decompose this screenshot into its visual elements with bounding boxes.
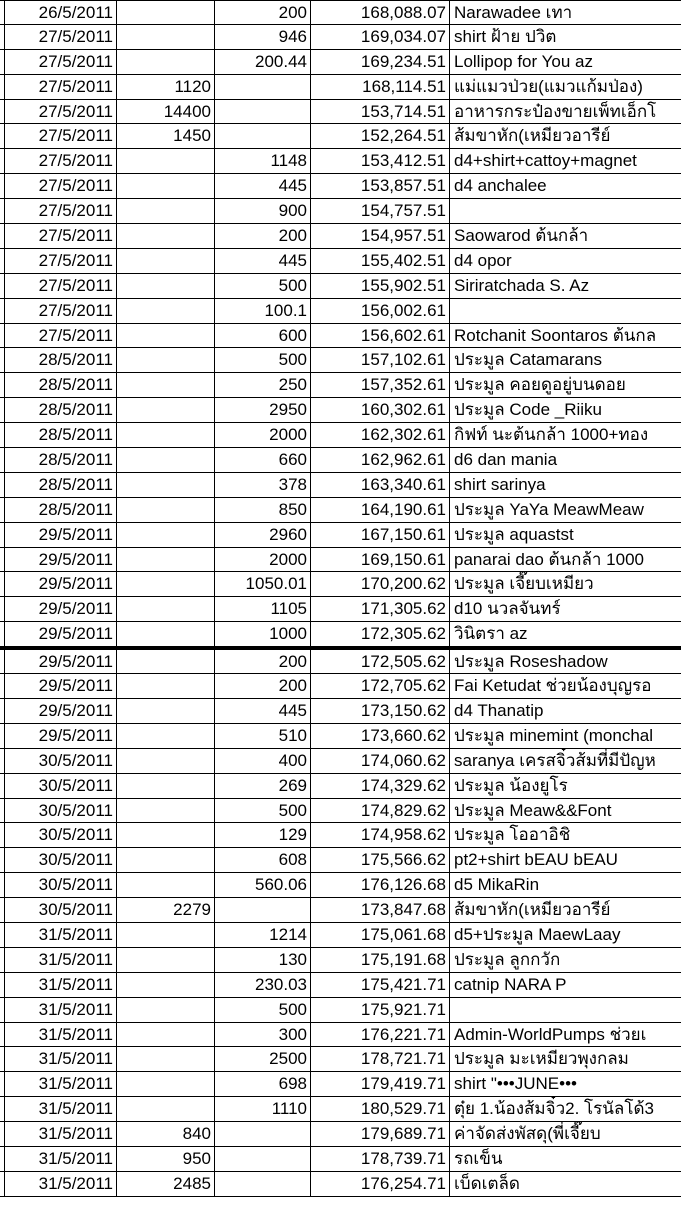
balance-cell[interactable]: 172,705.62 (311, 674, 450, 698)
note-cell[interactable]: shirt sarinya (454, 474, 546, 494)
note-cell[interactable] (450, 299, 681, 323)
income-cell[interactable]: 2000 (215, 423, 311, 447)
expense-cell[interactable] (117, 498, 215, 522)
date-cell[interactable]: 27/5/2011 (5, 124, 117, 148)
ledger-row (0, 572, 681, 597)
note-cell[interactable]: pt2+shirt bEAU bEAU (454, 850, 618, 870)
note-cell[interactable]: d6 dan mania (454, 450, 558, 470)
note-cell[interactable]: Lollipop for You az (454, 51, 593, 71)
ledger-row (0, 724, 681, 749)
income-cell[interactable]: 2000 (215, 548, 311, 572)
income-cell[interactable]: 300 (215, 1023, 311, 1047)
ledger-row (0, 199, 681, 224)
date-cell[interactable]: 31/5/2011 (5, 998, 117, 1022)
ledger-row (0, 674, 681, 699)
note-cell[interactable]: Narawadee เทา (454, 3, 573, 22)
income-cell[interactable]: 1050.01 (215, 572, 311, 596)
balance-cell[interactable]: 175,191.68 (311, 948, 450, 972)
balance-cell[interactable]: 163,340.61 (311, 473, 450, 497)
income-cell[interactable]: 500 (215, 274, 311, 298)
date-cell[interactable]: 28/5/2011 (5, 423, 117, 447)
ledger-row (0, 149, 681, 174)
income-cell[interactable]: 850 (215, 498, 311, 522)
ledger-row (0, 848, 681, 873)
balance-cell[interactable]: 178,739.71 (311, 1147, 450, 1171)
ledger-row (0, 249, 681, 274)
ledger-row (0, 548, 681, 573)
note-cell[interactable]: panarai dao ต้นกล้า 1000 (454, 549, 644, 569)
balance-cell[interactable]: 155,902.51 (311, 274, 450, 298)
expense-cell[interactable] (117, 1, 215, 24)
balance-cell[interactable]: 176,126.68 (311, 873, 450, 897)
expense-cell[interactable] (117, 348, 215, 372)
date-cell[interactable]: 30/5/2011 (5, 749, 117, 773)
income-cell[interactable]: 1214 (215, 923, 311, 947)
expense-cell[interactable] (117, 199, 215, 223)
balance-cell[interactable]: 180,529.71 (311, 1097, 450, 1121)
ledger-row (0, 948, 681, 973)
expense-cell[interactable] (117, 699, 215, 723)
date-cell[interactable]: 27/5/2011 (5, 75, 117, 99)
balance-cell[interactable]: 170,200.62 (311, 572, 450, 596)
date-cell[interactable]: 31/5/2011 (5, 1097, 117, 1121)
expense-cell[interactable] (117, 324, 215, 348)
expense-cell[interactable] (117, 873, 215, 897)
date-cell[interactable]: 30/5/2011 (5, 774, 117, 798)
note-cell[interactable]: ส้มขาหัก(เหมียวอารีย์ (454, 126, 611, 146)
ledger-row (0, 749, 681, 774)
date-cell[interactable]: 29/5/2011 (5, 597, 117, 621)
income-cell[interactable]: 250 (215, 373, 311, 397)
expense-cell[interactable] (117, 998, 215, 1022)
income-cell[interactable]: 445 (215, 249, 311, 273)
ledger-row (0, 224, 681, 249)
balance-cell[interactable]: 162,302.61 (311, 423, 450, 447)
ledger-row (0, 398, 681, 423)
note-cell[interactable] (450, 998, 681, 1022)
expense-cell[interactable] (117, 1072, 215, 1096)
expense-cell[interactable] (117, 622, 215, 646)
expense-cell[interactable] (117, 923, 215, 947)
balance-cell[interactable]: 162,962.61 (311, 448, 450, 472)
expense-cell[interactable] (117, 398, 215, 422)
date-cell[interactable]: 27/5/2011 (5, 249, 117, 273)
income-cell[interactable]: 445 (215, 174, 311, 198)
note-cell[interactable]: d4 Thanatip (454, 700, 544, 720)
ledger-row (0, 25, 681, 50)
note-cell[interactable]: Fai Ketudat ช่วยน้องบุญรอ (454, 676, 652, 696)
expense-cell[interactable] (117, 1023, 215, 1047)
ledger-row (0, 998, 681, 1023)
note-cell[interactable]: ประมูล คอยดูอยู่บนดอย (454, 375, 626, 395)
date-cell[interactable]: 28/5/2011 (5, 498, 117, 522)
date-cell[interactable]: 27/5/2011 (5, 50, 117, 74)
balance-cell[interactable]: 164,190.61 (311, 498, 450, 522)
balance-cell[interactable]: 174,060.62 (311, 749, 450, 773)
note-cell[interactable]: d10 นวลจันทร์ (454, 599, 561, 619)
ledger-row (0, 873, 681, 898)
date-cell[interactable]: 27/5/2011 (5, 324, 117, 348)
ledger-row (0, 473, 681, 498)
income-cell[interactable] (215, 898, 311, 922)
expense-cell[interactable] (117, 674, 215, 698)
ledger-row (0, 100, 681, 125)
expense-cell[interactable] (117, 973, 215, 997)
income-cell[interactable]: 1105 (215, 597, 311, 621)
expense-cell[interactable] (117, 299, 215, 323)
balance-cell[interactable]: 172,305.62 (311, 622, 450, 646)
income-cell[interactable]: 378 (215, 473, 311, 497)
expense-cell[interactable] (117, 274, 215, 298)
balance-cell[interactable]: 155,402.51 (311, 249, 450, 273)
date-cell[interactable]: 30/5/2011 (5, 799, 117, 823)
income-cell[interactable]: 600 (215, 324, 311, 348)
income-cell[interactable]: 2950 (215, 398, 311, 422)
note-cell[interactable]: กิฟท์ นะต้นกล้า 1000+ทอง (454, 425, 649, 445)
balance-cell[interactable]: 153,857.51 (311, 174, 450, 198)
date-cell[interactable]: 27/5/2011 (5, 224, 117, 248)
expense-cell[interactable]: 1120 (117, 75, 215, 99)
note-cell[interactable]: ประมูล Catamarans (454, 350, 602, 370)
expense-cell[interactable] (117, 848, 215, 872)
expense-cell[interactable]: 2279 (117, 898, 215, 922)
note-cell[interactable]: ประมูล aquastst (454, 524, 574, 544)
balance-cell[interactable]: 174,329.62 (311, 774, 450, 798)
ledger-row (0, 699, 681, 724)
note-cell[interactable]: saranya เครสจิ๋วส้มที่มีปัญห (454, 750, 656, 770)
income-cell[interactable]: 200.44 (215, 50, 311, 74)
income-cell[interactable]: 130 (215, 948, 311, 972)
ledger-row (0, 448, 681, 473)
date-cell[interactable]: 28/5/2011 (5, 398, 117, 422)
ledger-row (0, 50, 681, 75)
ledger-row (0, 923, 681, 948)
balance-cell[interactable]: 154,757.51 (311, 199, 450, 223)
expense-cell[interactable]: 950 (117, 1147, 215, 1171)
note-cell[interactable]: อาหารกระป๋องขายเพ็ทเอ็กโ (454, 101, 657, 121)
date-cell[interactable]: 29/5/2011 (5, 572, 117, 596)
balance-cell[interactable]: 167,150.61 (311, 523, 450, 547)
date-cell[interactable]: 31/5/2011 (5, 1023, 117, 1047)
ledger-row (0, 973, 681, 998)
note-cell[interactable]: ประมูล Code _Riiku (454, 400, 603, 420)
income-cell[interactable]: 269 (215, 774, 311, 798)
income-cell[interactable]: 200 (215, 224, 311, 248)
balance-cell[interactable]: 175,061.68 (311, 923, 450, 947)
expense-cell[interactable] (117, 597, 215, 621)
note-cell[interactable]: d4+shirt+cattoy+magnet (454, 151, 637, 171)
ledger-row (0, 423, 681, 448)
note-cell[interactable]: แม่แมวป่วย(แมวแก้มป่อง) (454, 76, 643, 96)
note-cell[interactable]: ตุ๋ย 1.น้องส้มจิ๋ว2. โรนัลโด้3 (454, 1099, 654, 1119)
balance-cell[interactable]: 179,419.71 (311, 1072, 450, 1096)
balance-cell[interactable]: 172,505.62 (311, 650, 450, 673)
expense-cell[interactable] (117, 572, 215, 596)
note-cell[interactable]: ประมูล โออาอิชิ (454, 825, 571, 845)
balance-cell[interactable]: 168,114.51 (311, 75, 450, 99)
balance-cell[interactable]: 175,921.71 (311, 998, 450, 1022)
ledger-row (0, 1172, 681, 1197)
ledger-row (0, 348, 681, 373)
expense-cell[interactable] (117, 724, 215, 748)
note-cell[interactable]: d4 anchalee (454, 176, 547, 196)
note-cell[interactable]: d5+ประมูล MaewLaay (454, 924, 621, 944)
note-cell[interactable]: Admin-WorldPumps ช่วยเ (454, 1024, 647, 1044)
date-cell[interactable]: 31/5/2011 (5, 1047, 117, 1071)
balance-cell[interactable]: 156,002.61 (311, 299, 450, 323)
balance-cell[interactable]: 173,847.68 (311, 898, 450, 922)
income-cell[interactable]: 1148 (215, 149, 311, 173)
date-cell[interactable]: 31/5/2011 (5, 948, 117, 972)
ledger-row (0, 299, 681, 324)
balance-cell[interactable]: 157,352.61 (311, 373, 450, 397)
note-cell[interactable]: ประมูล เจี๊ยบเหมียว (454, 574, 594, 594)
ledger-row (0, 1047, 681, 1072)
balance-cell[interactable]: 157,102.61 (311, 348, 450, 372)
note-cell[interactable]: ประมูล Meaw&&Font (454, 800, 612, 820)
balance-cell[interactable]: 168,088.07 (311, 1, 450, 24)
ledger-row (0, 523, 681, 548)
balance-cell[interactable]: 169,150.61 (311, 548, 450, 572)
note-cell[interactable]: ประมูล Roseshadow (454, 652, 608, 672)
income-cell[interactable] (215, 1122, 311, 1146)
expense-cell[interactable] (117, 1097, 215, 1121)
date-cell[interactable]: 31/5/2011 (5, 973, 117, 997)
ledger-row (0, 124, 681, 149)
income-cell[interactable]: 698 (215, 1072, 311, 1096)
expense-cell[interactable] (117, 149, 215, 173)
ledger-row (0, 1122, 681, 1147)
expense-cell[interactable]: 2485 (117, 1172, 215, 1196)
date-cell[interactable]: 29/5/2011 (5, 548, 117, 572)
note-cell[interactable]: วินิตรา az (454, 624, 528, 644)
note-cell[interactable]: ประมูล minemint (monchal (454, 725, 654, 745)
ledger-row (0, 1023, 681, 1048)
balance-cell[interactable]: 176,221.71 (311, 1023, 450, 1047)
date-cell[interactable]: 27/5/2011 (5, 174, 117, 198)
note-cell[interactable]: ประมูล มะเหมียวพุงกลม (454, 1049, 629, 1069)
ledger-row (0, 597, 681, 622)
date-cell[interactable]: 30/5/2011 (5, 873, 117, 897)
expense-cell[interactable] (117, 423, 215, 447)
date-cell[interactable]: 27/5/2011 (5, 25, 117, 49)
income-cell[interactable]: 1110 (215, 1097, 311, 1121)
date-cell[interactable]: 27/5/2011 (5, 199, 117, 223)
balance-cell[interactable]: 154,957.51 (311, 224, 450, 248)
expense-cell[interactable]: 840 (117, 1122, 215, 1146)
date-cell[interactable]: 29/5/2011 (5, 724, 117, 748)
date-cell[interactable]: 30/5/2011 (5, 848, 117, 872)
income-cell[interactable]: 946 (215, 25, 311, 49)
balance-cell[interactable]: 169,234.51 (311, 50, 450, 74)
ledger-row (0, 0, 681, 25)
expense-cell[interactable] (117, 823, 215, 847)
date-cell[interactable]: 31/5/2011 (5, 1072, 117, 1096)
balance-cell[interactable]: 173,660.62 (311, 724, 450, 748)
ledger-block-lower (0, 649, 681, 1197)
balance-cell[interactable]: 173,150.62 (311, 699, 450, 723)
date-cell[interactable]: 29/5/2011 (5, 674, 117, 698)
expense-cell[interactable] (117, 1047, 215, 1071)
income-cell[interactable]: 200 (215, 650, 311, 673)
income-cell[interactable] (215, 124, 311, 148)
ledger-row (0, 1147, 681, 1172)
income-cell[interactable] (215, 1172, 311, 1196)
income-cell[interactable]: 2500 (215, 1047, 311, 1071)
income-cell[interactable]: 100.1 (215, 299, 311, 323)
note-cell[interactable]: Rotchanit Soontaros ต้นกล (454, 325, 657, 345)
ledger-row (0, 324, 681, 349)
note-cell[interactable]: ค่าจัดส่งพัสดุ(พี่เจี๊ยบ (454, 1124, 601, 1144)
income-cell[interactable]: 400 (215, 749, 311, 773)
expense-cell[interactable] (117, 224, 215, 248)
expense-cell[interactable]: 1450 (117, 124, 215, 148)
income-cell[interactable]: 500 (215, 348, 311, 372)
ledger-row (0, 774, 681, 799)
income-cell[interactable]: 608 (215, 848, 311, 872)
date-cell[interactable]: 29/5/2011 (5, 699, 117, 723)
note-cell[interactable]: catnip NARA P (454, 974, 567, 994)
ledger-row (0, 75, 681, 100)
ledger-row (0, 1097, 681, 1122)
note-cell[interactable]: Saowarod ต้นกล้า (454, 226, 589, 246)
date-cell[interactable]: 26/5/2011 (5, 1, 117, 24)
note-cell[interactable]: Siriratchada S. Az (454, 275, 590, 295)
expense-cell[interactable] (117, 799, 215, 823)
balance-cell[interactable]: 160,302.61 (311, 398, 450, 422)
ledger-row (0, 1072, 681, 1097)
income-cell[interactable]: 500 (215, 998, 311, 1022)
ledger-row (0, 898, 681, 923)
income-cell[interactable]: 129 (215, 823, 311, 847)
expense-cell[interactable] (117, 523, 215, 547)
date-cell[interactable]: 30/5/2011 (5, 898, 117, 922)
note-cell[interactable]: d5 MikaRin (454, 875, 540, 895)
note-cell[interactable]: ประมูล YaYa MeawMeaw (454, 499, 644, 519)
ledger-row (0, 799, 681, 824)
note-cell[interactable]: เบ็ดเตล็ด (454, 1173, 520, 1193)
income-cell[interactable] (215, 1147, 311, 1171)
income-cell[interactable]: 200 (215, 1, 311, 24)
date-cell[interactable]: 30/5/2011 (5, 823, 117, 847)
date-cell[interactable]: 29/5/2011 (5, 622, 117, 646)
income-cell[interactable]: 660 (215, 448, 311, 472)
date-cell[interactable]: 27/5/2011 (5, 274, 117, 298)
expense-cell[interactable] (117, 174, 215, 198)
income-cell[interactable]: 230.03 (215, 973, 311, 997)
expense-cell[interactable] (117, 650, 215, 673)
note-cell[interactable]: shirt "•••JUNE••• (454, 1074, 577, 1094)
ledger-row (0, 622, 681, 647)
ledger-row (0, 174, 681, 199)
note-cell[interactable]: รถเข็น (454, 1148, 503, 1168)
balance-cell[interactable]: 174,829.62 (311, 799, 450, 823)
date-cell[interactable]: 31/5/2011 (5, 1122, 117, 1146)
balance-cell[interactable]: 178,721.71 (311, 1047, 450, 1071)
balance-cell[interactable]: 176,254.71 (311, 1172, 450, 1196)
balance-cell[interactable]: 153,412.51 (311, 149, 450, 173)
expense-cell[interactable] (117, 948, 215, 972)
ledger-row (0, 274, 681, 299)
date-cell[interactable]: 28/5/2011 (5, 348, 117, 372)
balance-cell[interactable]: 175,566.62 (311, 848, 450, 872)
expense-cell[interactable] (117, 749, 215, 773)
note-cell[interactable]: ประมูล ลูกกวัก (454, 949, 561, 969)
income-cell[interactable]: 2960 (215, 523, 311, 547)
balance-cell[interactable]: 174,958.62 (311, 823, 450, 847)
balance-cell[interactable]: 169,034.07 (311, 25, 450, 49)
note-cell[interactable]: ส้มขาหัก(เหมียวอารีย์ (454, 900, 611, 920)
expense-cell[interactable] (117, 473, 215, 497)
income-cell[interactable]: 1000 (215, 622, 311, 646)
date-cell[interactable]: 28/5/2011 (5, 373, 117, 397)
ledger-row (0, 649, 681, 674)
income-cell[interactable]: 510 (215, 724, 311, 748)
expense-cell[interactable] (117, 448, 215, 472)
ledger-row (0, 823, 681, 848)
date-cell[interactable]: 28/5/2011 (5, 473, 117, 497)
ledger-row (0, 498, 681, 523)
balance-cell[interactable]: 179,689.71 (311, 1122, 450, 1146)
income-cell[interactable]: 500 (215, 799, 311, 823)
income-cell[interactable]: 900 (215, 199, 311, 223)
note-cell[interactable]: d4 opor (454, 250, 512, 270)
expense-cell[interactable] (117, 373, 215, 397)
balance-cell[interactable]: 171,305.62 (311, 597, 450, 621)
ledger-row (0, 373, 681, 398)
balance-cell[interactable]: 152,264.51 (311, 124, 450, 148)
expense-cell[interactable] (117, 25, 215, 49)
balance-cell[interactable]: 156,602.61 (311, 324, 450, 348)
date-cell[interactable]: 31/5/2011 (5, 1172, 117, 1196)
date-cell[interactable]: 27/5/2011 (5, 149, 117, 173)
income-cell[interactable] (215, 75, 311, 99)
balance-cell[interactable]: 175,421.71 (311, 973, 450, 997)
date-cell[interactable]: 29/5/2011 (5, 650, 117, 673)
date-cell[interactable]: 31/5/2011 (5, 923, 117, 947)
date-cell[interactable]: 27/5/2011 (5, 100, 117, 124)
balance-cell[interactable]: 153,714.51 (311, 100, 450, 124)
income-cell[interactable]: 560.06 (215, 873, 311, 897)
date-cell[interactable]: 31/5/2011 (5, 1147, 117, 1171)
income-cell[interactable]: 200 (215, 674, 311, 698)
date-cell[interactable]: 28/5/2011 (5, 448, 117, 472)
expense-cell[interactable]: 14400 (117, 100, 215, 124)
expense-cell[interactable] (117, 50, 215, 74)
note-cell[interactable]: ประมูล น้องยูโร (454, 775, 568, 795)
date-cell[interactable]: 29/5/2011 (5, 523, 117, 547)
expense-cell[interactable] (117, 548, 215, 572)
expense-cell[interactable] (117, 774, 215, 798)
income-cell[interactable] (215, 100, 311, 124)
note-cell[interactable] (450, 199, 681, 223)
income-cell[interactable]: 445 (215, 699, 311, 723)
note-cell[interactable]: shirt ฝ้าย ปวิต (454, 26, 557, 46)
date-cell[interactable]: 27/5/2011 (5, 299, 117, 323)
expense-cell[interactable] (117, 249, 215, 273)
